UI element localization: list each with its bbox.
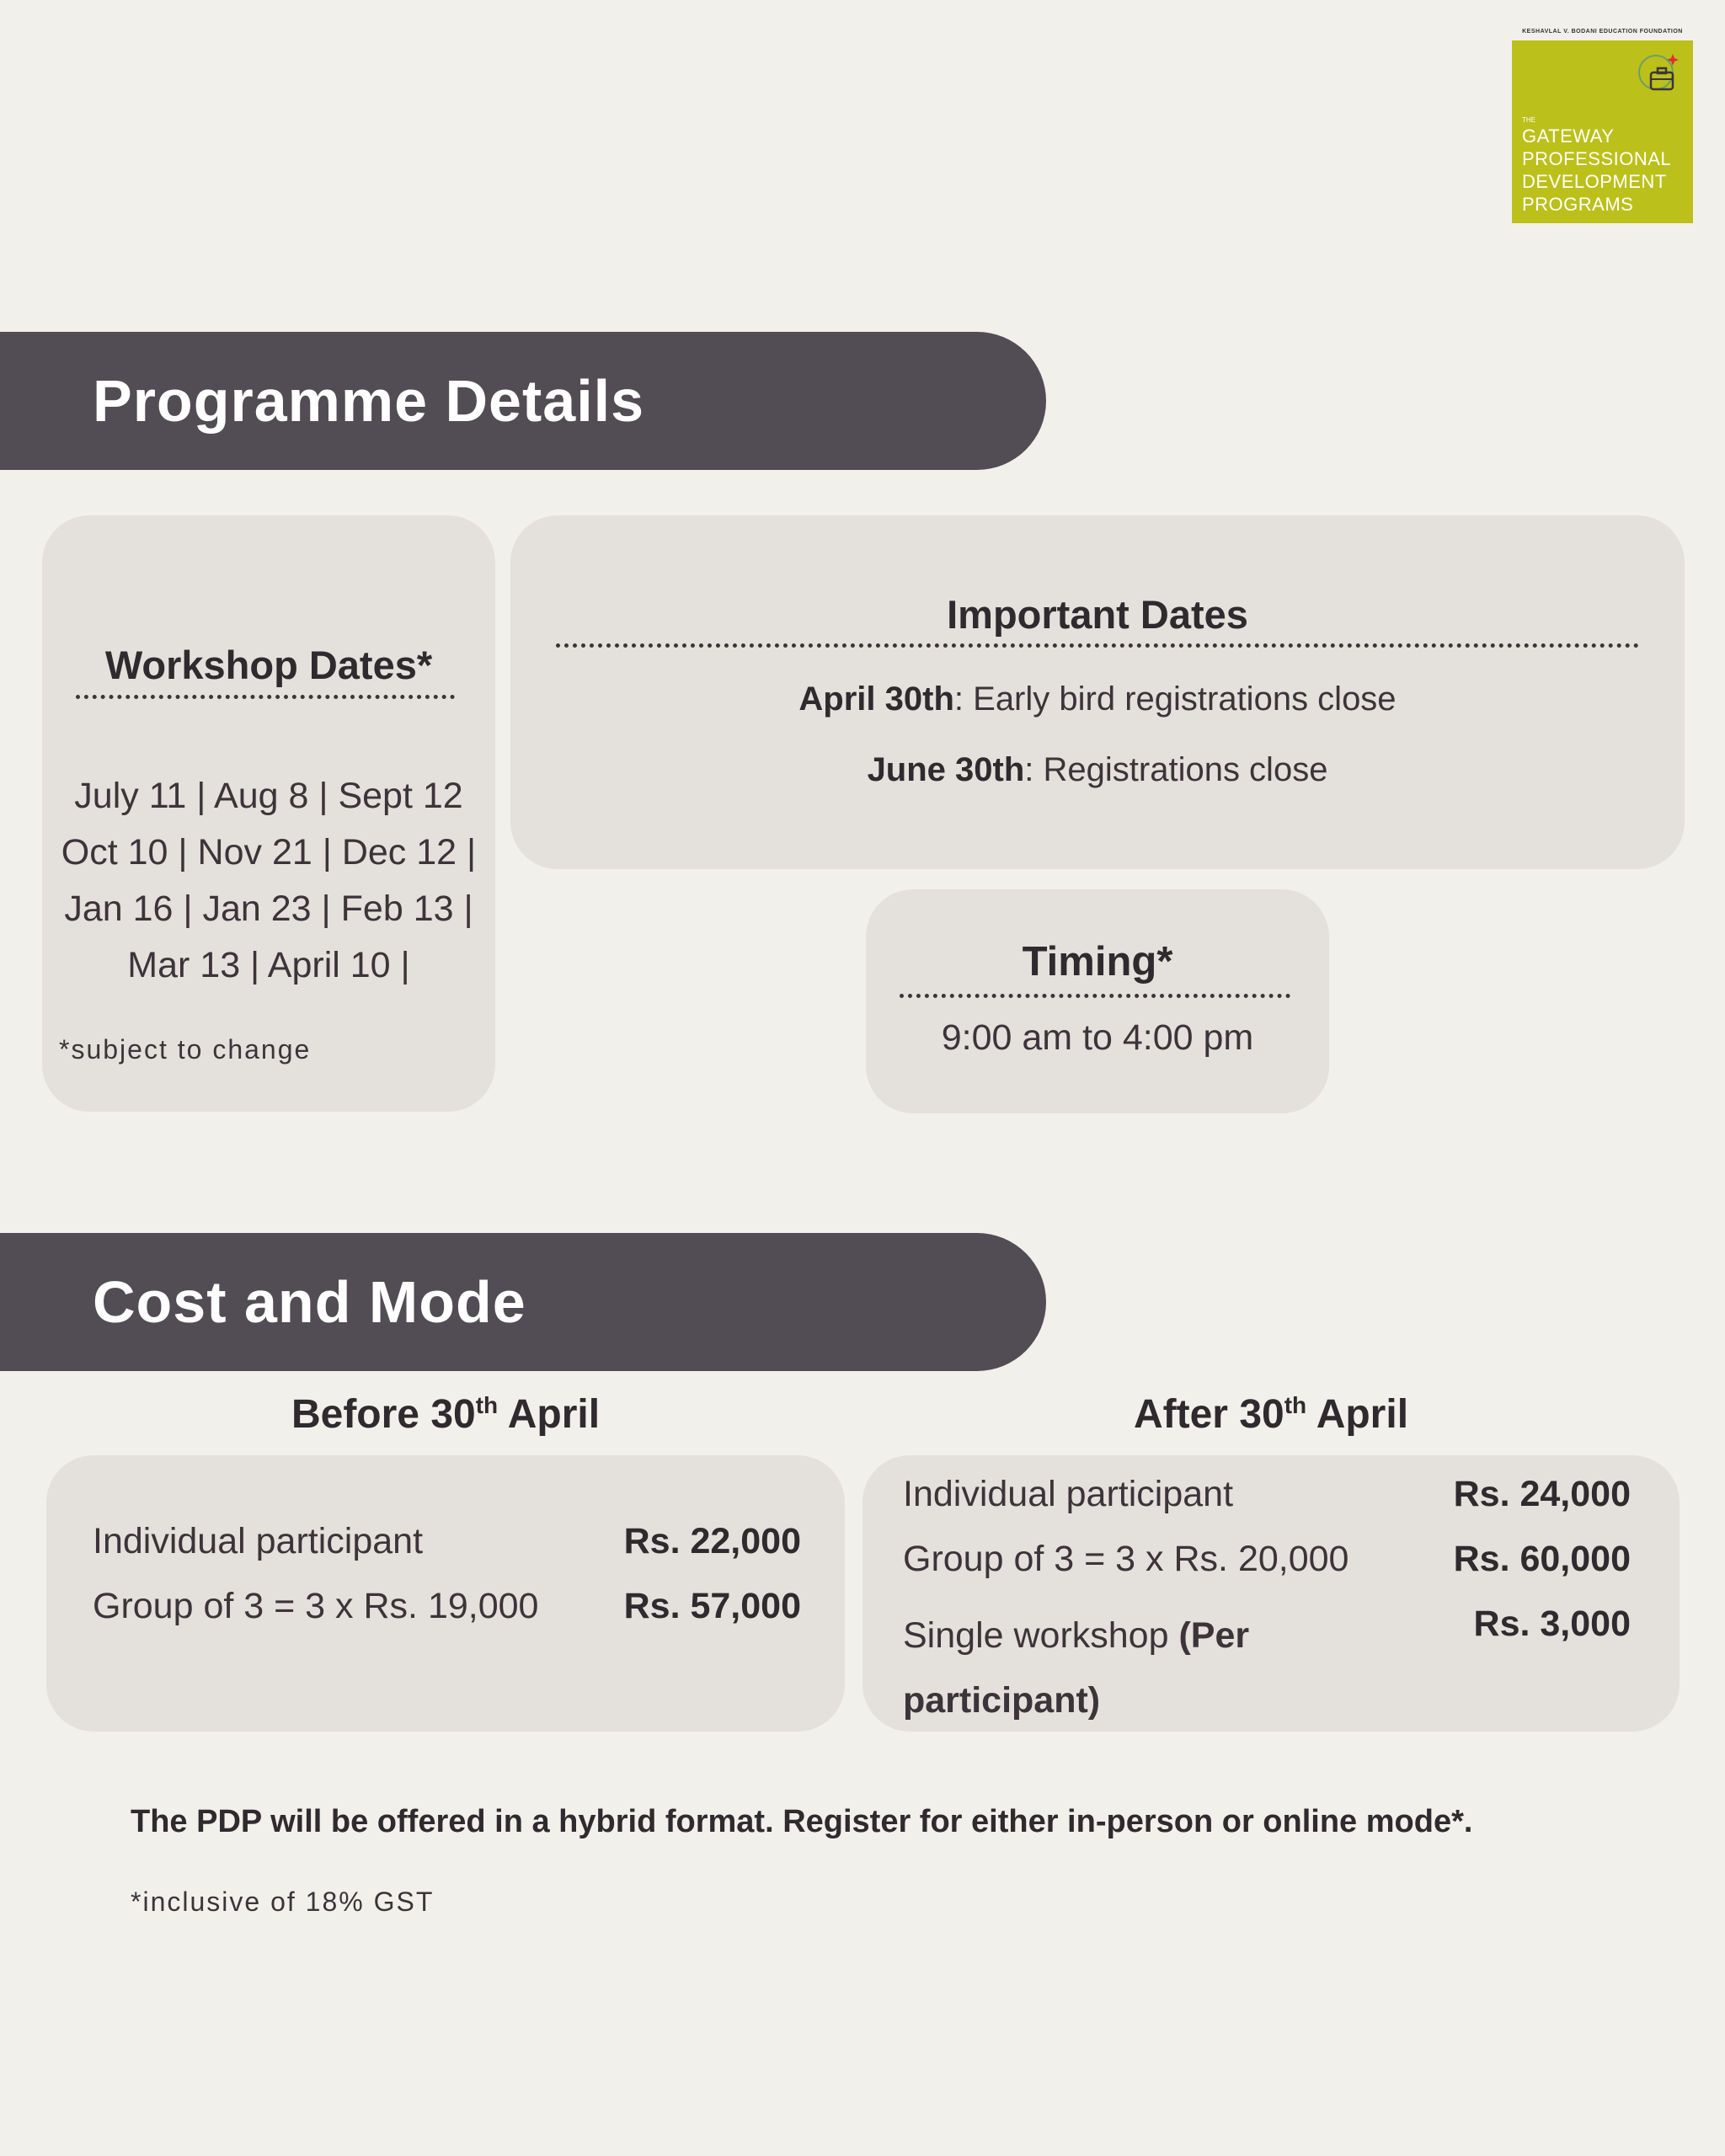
after-april-card bbox=[862, 1455, 1680, 1732]
logo-line-4: PROGRAMS bbox=[1522, 194, 1634, 215]
logo-line-3: DEVELOPMENT bbox=[1522, 171, 1667, 192]
workshop-dates-line: Mar 13 | April 10 | bbox=[127, 945, 410, 985]
important-date-item bbox=[510, 751, 1685, 789]
before-title-sup: th bbox=[475, 1392, 499, 1418]
logo bbox=[1512, 40, 1693, 223]
before-april-title bbox=[46, 1391, 845, 1438]
pricing-row-label: Individual participant bbox=[903, 1474, 1234, 1514]
pricing-row-price: Rs. 24,000 bbox=[1453, 1474, 1631, 1514]
after-title-post: April bbox=[1306, 1392, 1409, 1437]
pricing-row-label: Individual participant bbox=[93, 1521, 424, 1561]
important-date-text: : Registrations close bbox=[1024, 751, 1328, 788]
single-workshop-per: (Per bbox=[1178, 1615, 1250, 1656]
single-workshop-participant: participant) bbox=[903, 1680, 1101, 1721]
before-title-pre: Before 30 bbox=[291, 1392, 476, 1437]
workshop-dates-list bbox=[42, 768, 495, 994]
timing-title: Timing* bbox=[1022, 939, 1173, 985]
logo-prefix: THE bbox=[1522, 116, 1535, 124]
single-workshop-text: Single workshop bbox=[903, 1615, 1179, 1656]
logo-line-2: PROFESSIONAL bbox=[1522, 148, 1672, 169]
timing-divider bbox=[900, 994, 1290, 998]
after-april-title bbox=[862, 1391, 1680, 1438]
single-workshop-label bbox=[903, 1604, 1341, 1733]
workshop-dates-divider bbox=[76, 695, 455, 699]
workshop-dates-card bbox=[42, 515, 495, 1112]
important-date-item bbox=[510, 680, 1685, 718]
pricing-row-price: Rs. 22,000 bbox=[623, 1521, 801, 1561]
workshop-dates-line: July 11 | Aug 8 | Sept 12 bbox=[74, 776, 463, 816]
single-workshop-price: Rs. 3,000 bbox=[1473, 1604, 1631, 1644]
important-dates-card bbox=[510, 515, 1685, 869]
pricing-row-price: Rs. 60,000 bbox=[1453, 1539, 1631, 1579]
workshop-dates-line: Jan 16 | Jan 23 | Feb 13 | bbox=[64, 889, 473, 929]
important-dates-title: Important Dates bbox=[947, 592, 1248, 637]
gst-note: *inclusive of 18% GST bbox=[131, 1886, 435, 1917]
cost-and-mode-banner bbox=[0, 1233, 1046, 1371]
subject-to-change-note: *subject to change bbox=[59, 1034, 312, 1065]
timing-card bbox=[866, 889, 1329, 1113]
important-date-text: : Early bird registrations close bbox=[953, 680, 1397, 718]
foundation-name: KESHAVLAL V. BODANI EDUCATION FOUNDATION bbox=[1522, 29, 1683, 35]
after-title-sup: th bbox=[1284, 1392, 1307, 1418]
programme-details-heading: Programme Details bbox=[93, 368, 645, 434]
hybrid-format-note: The PDP will be offered in a hybrid format. Register for either in-person or online mode*. bbox=[131, 1804, 1473, 1839]
briefcase-head-icon bbox=[1634, 51, 1681, 98]
workshop-dates-title: Workshop Dates* bbox=[104, 643, 433, 687]
important-dates-divider bbox=[556, 643, 1639, 648]
pricing-row-label: Group of 3 = 3 x Rs. 19,000 bbox=[93, 1586, 539, 1626]
important-date-label: June 30th bbox=[867, 751, 1025, 788]
logo-line-1: GATEWAY bbox=[1522, 125, 1615, 147]
timing-value: 9:00 am to 4:00 pm bbox=[941, 1017, 1254, 1058]
before-title-post: April bbox=[498, 1392, 601, 1437]
programme-details-banner bbox=[0, 332, 1046, 470]
cost-and-mode-heading: Cost and Mode bbox=[93, 1269, 526, 1335]
pricing-row-label: Group of 3 = 3 x Rs. 20,000 bbox=[903, 1539, 1349, 1579]
pricing-row-price: Rs. 57,000 bbox=[623, 1586, 801, 1626]
after-title-pre: After 30 bbox=[1133, 1392, 1284, 1437]
workshop-dates-line: Oct 10 | Nov 21 | Dec 12 | bbox=[61, 832, 477, 873]
before-april-card bbox=[46, 1455, 845, 1732]
important-date-label: April 30th bbox=[798, 680, 954, 718]
